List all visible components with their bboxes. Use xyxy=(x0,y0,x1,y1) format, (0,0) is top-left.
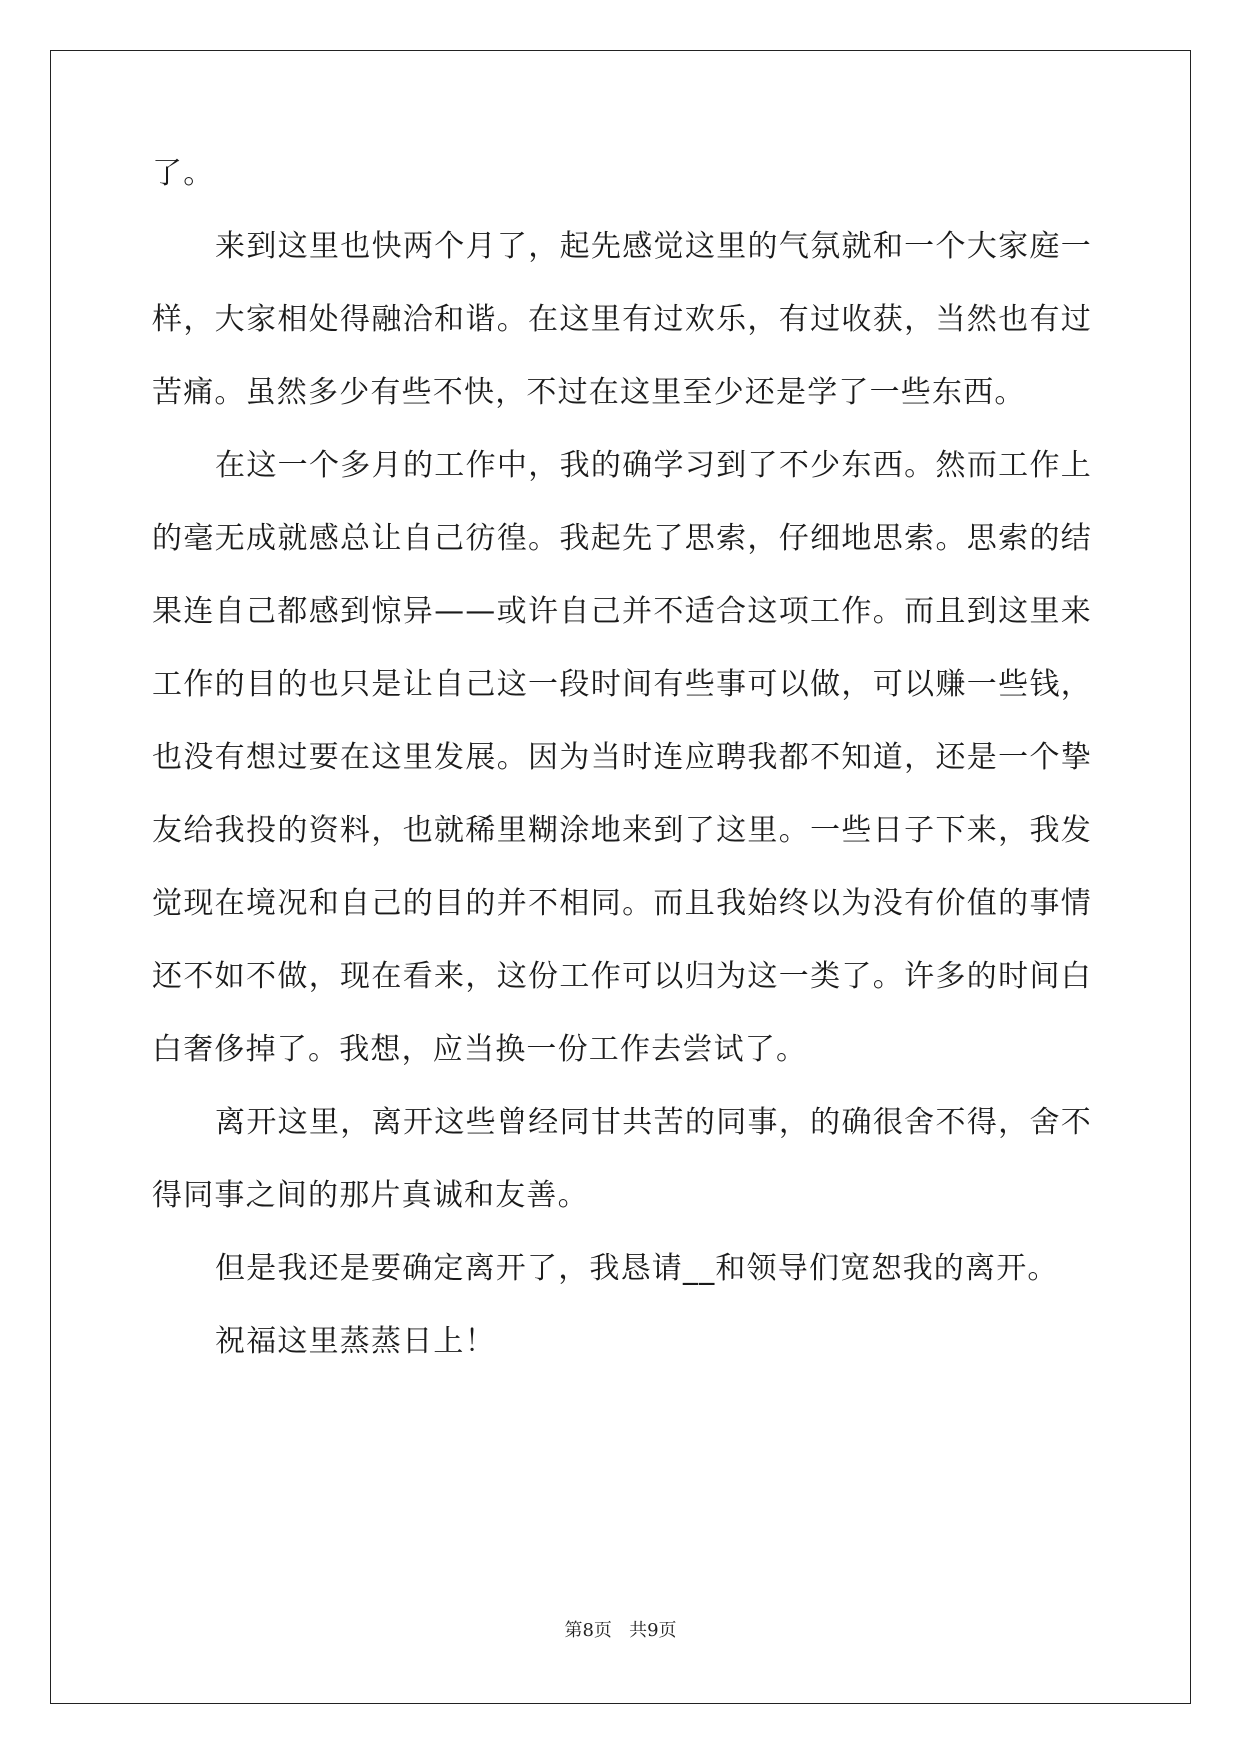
text-line: 苦痛。虽然多少有些不快，不过在这里至少还是学了一些东西。 xyxy=(152,375,1026,410)
text-line: 祝福这里蒸蒸日上！ xyxy=(215,1324,496,1359)
text-line: 样，大家相处得融洽和谐。在这里有过欢乐，有过收获，当然也有过 xyxy=(152,302,1092,337)
text-line: 了。 xyxy=(152,156,215,191)
text-line: 离开这里，离开这些曾经同甘共苦的同事，的确很舍不得，舍不 xyxy=(215,1105,1092,1140)
text-line: 还不如不做，现在看来，这份工作可以归为这一类了。许多的时间白 xyxy=(152,959,1092,994)
text-line: 来到这里也快两个月了，起先感觉这里的气氛就和一个大家庭一 xyxy=(215,229,1092,264)
text-line: 得同事之间的那片真诚和友善。 xyxy=(152,1178,589,1213)
text-line: 工作的目的也只是让自己这一段时间有些事可以做，可以赚一些钱， xyxy=(152,667,1092,702)
text-line: 果连自己都感到惊异——或许自己并不适合这项工作。而且到这里来 xyxy=(152,594,1092,629)
page-number: 第8页 xyxy=(564,1620,612,1641)
page-footer xyxy=(0,1616,1241,1642)
text-line: 友给我投的资料，也就稀里糊涂地来到了这里。一些日子下来，我发 xyxy=(152,813,1092,848)
text-line: 觉现在境况和自己的目的并不相同。而且我始终以为没有价值的事情 xyxy=(152,886,1092,921)
text-line: 但是我还是要确定离开了，我恳请__和领导们宽恕我的离开。 xyxy=(215,1251,1059,1286)
text-line: 白奢侈掉了。我想，应当换一份工作去尝试了。 xyxy=(152,1032,808,1067)
text-line: 也没有想过要在这里发展。因为当时连应聘我都不知道，还是一个挚 xyxy=(152,740,1092,775)
page-total: 共9页 xyxy=(629,1620,677,1641)
text-line: 的毫无成就感总让自己彷徨。我起先了思索，仔细地思索。思索的结 xyxy=(152,521,1092,556)
text-line: 在这一个多月的工作中，我的确学习到了不少东西。然而工作上 xyxy=(215,448,1092,483)
